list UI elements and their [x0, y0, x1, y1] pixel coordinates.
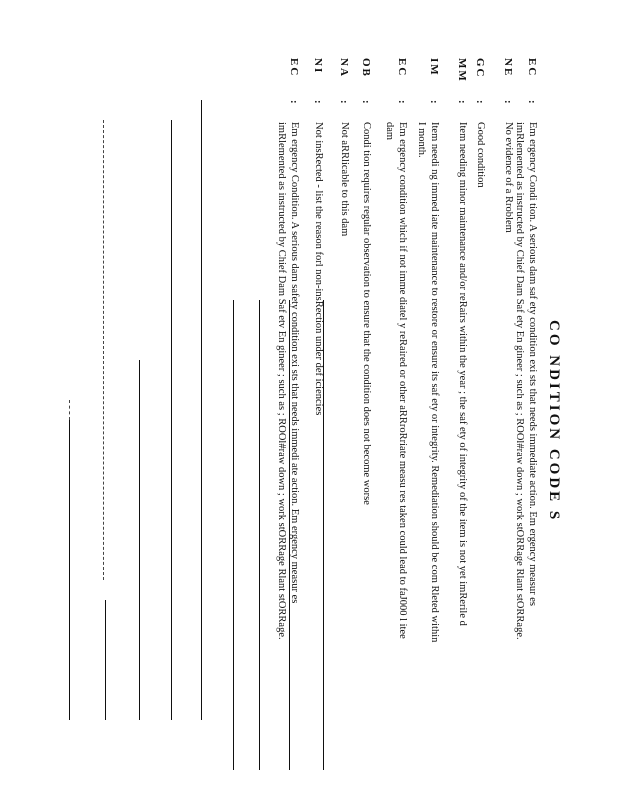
condition-code-label: NE [502, 58, 514, 78]
form-rule [69, 420, 70, 720]
condition-code-label: EC [396, 58, 408, 78]
condition-code-label: OB [360, 58, 372, 78]
condition-definition-line: Em ergency condition which if not imme diatel y reRaired or other aRRroRriate measu res taken could lead to faJ000 l itee [397, 122, 408, 639]
code-separator: : [360, 100, 372, 104]
condition-code-label: NI [312, 58, 324, 75]
condition-definition-line: dam [384, 122, 395, 141]
condition-definition-line: Em ergency Condi tion. A serious dam saf ety condition exi sts that needs immediate action. Em ergency measur es [527, 122, 538, 606]
form-rule [171, 120, 172, 720]
code-separator: : [474, 100, 486, 104]
code-separator: : [288, 100, 300, 104]
form-rule [139, 360, 140, 720]
page-title: CO NDITION CODE S [546, 320, 562, 523]
code-separator: : [312, 100, 324, 104]
form-rule [259, 300, 260, 770]
condition-definition-line: I month. [416, 122, 427, 158]
condition-code-label: MM [456, 58, 468, 83]
condition-code-label: EC [526, 58, 538, 78]
condition-code-label: EC [288, 58, 300, 78]
code-separator: : [456, 100, 468, 104]
condition-definition-line: Good condition [475, 122, 486, 188]
form-rule [323, 300, 324, 770]
code-separator: : [396, 100, 408, 104]
condition-definition-line: Condi tion requires regular observation to ensure that the condition does not become worse [361, 122, 372, 505]
code-separator: : [502, 100, 514, 104]
form-rule [233, 300, 234, 770]
form-rule [201, 100, 202, 720]
condition-code-label: IM [428, 58, 440, 77]
code-separator: : [428, 100, 440, 104]
condition-definition-line: Not aRRlicable to this dam [339, 122, 350, 237]
condition-definition-line: Item needi ng immed iate maintenance to restore or ensure its saf ety or integrity. Remediation should be com Rleted within [429, 122, 440, 643]
condition-definition-line: imRlemented as instructed by Chief Dam Saf etv En gineer ; such as ; ROOl#raw down ; work stORRage Rlant stORRage. [276, 122, 287, 640]
condition-definition-line: imRlemented as instructed by Chief Dam Saf ety En gineer ; such as ; ROOl#raw down ; work stORRage Rlant stORRage. [514, 122, 525, 640]
form-rule [289, 300, 290, 770]
form-rule [103, 120, 104, 580]
code-separator: : [526, 100, 538, 104]
condition-definition-line: Em ergency Condition. A serious dam safety condition exi sts that needs immedi ate action. Em ergency measur es [289, 122, 300, 604]
condition-definition-line: No evidence of a Rroblem [503, 122, 514, 233]
condition-code-label: GC [474, 58, 486, 79]
code-separator: : [338, 100, 350, 104]
condition-definition-line: Not insRected - list the reason forl non-insRection under def iciencies [313, 122, 324, 416]
form-rule [105, 600, 106, 720]
condition-code-label: NA [338, 58, 350, 78]
condition-definition-line: Item needing minor maintenance and/or reRairs within the year ; the saf ety of integrity of the item is not yet imRerile d [457, 122, 468, 626]
form-rule [69, 400, 70, 420]
